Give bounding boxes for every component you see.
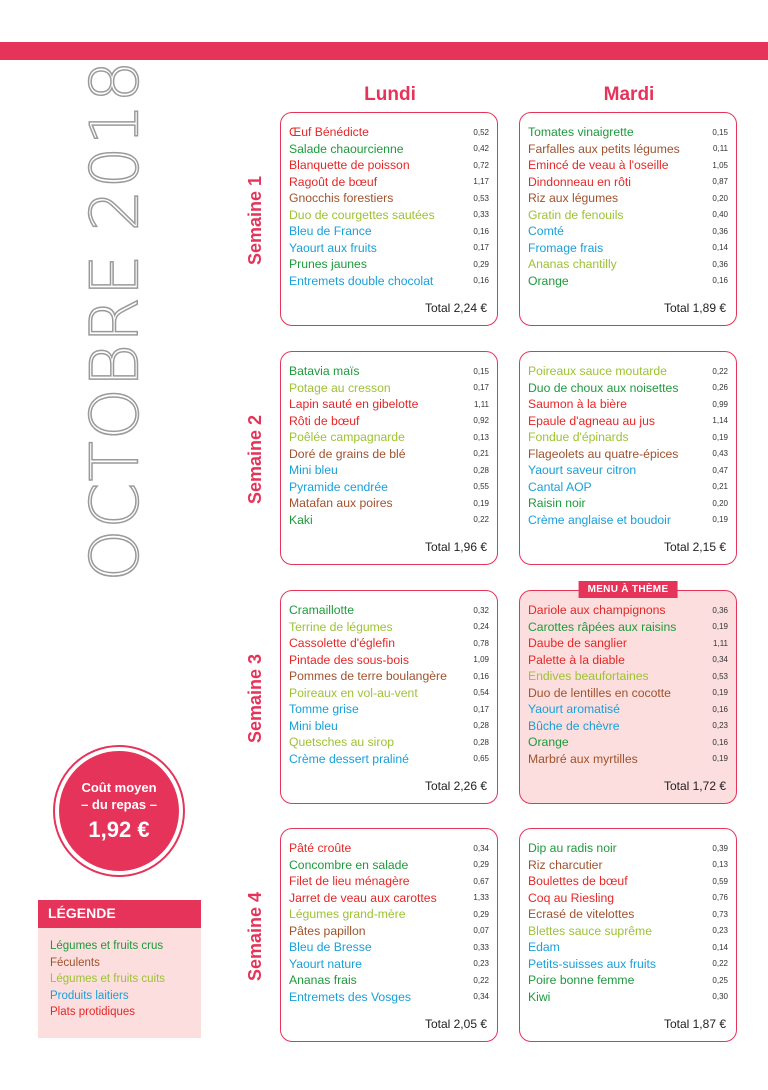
menu-item-name: Yaourt aux fruits (289, 240, 377, 255)
menu-item (289, 840, 489, 857)
menu-item-name: Terrine de légumes (289, 619, 393, 634)
menu-item (289, 906, 489, 923)
menu-item (289, 685, 489, 702)
menu-item-price: 0,76 (712, 893, 728, 903)
legend-item: Produits laitiers (50, 989, 129, 1002)
menu-item-name: Riz charcutier (528, 857, 603, 872)
menu-item-price: 0,21 (473, 449, 489, 459)
menu-item-name: Carottes râpées aux raisins (528, 619, 677, 634)
menu-item-price: 0,43 (712, 449, 728, 459)
menu-item-price: 0,42 (473, 144, 489, 154)
menu-item-name: Pintade des sous-bois (289, 652, 409, 667)
menu-item-name: Emincé de veau à l'oseille (528, 158, 669, 173)
menu-item-name: Edam (528, 940, 560, 955)
menu-item-price: 0,59 (712, 876, 728, 886)
menu-item (528, 989, 728, 1006)
menu-item (528, 429, 728, 446)
legend-title: LÉGENDE (38, 900, 201, 928)
menu-item-price: 0,28 (473, 465, 489, 475)
menu-item-price: 0,16 (712, 704, 728, 714)
menu-item (528, 413, 728, 430)
menu-item-price: 0,16 (473, 671, 489, 681)
menu-item-price: 0,36 (712, 259, 728, 269)
menu-item-name: Potage au cresson (289, 380, 391, 395)
menu-item-price: 0,33 (473, 210, 489, 220)
menu-card-lundi (280, 828, 498, 1042)
menu-item (289, 207, 489, 224)
menu-item-name: Poire bonne femme (528, 973, 635, 988)
menu-item-name: Légumes grand-mère (289, 907, 406, 922)
menu-total: Total 2,24 € (424, 301, 487, 315)
menu-item (289, 602, 489, 619)
menu-item (528, 890, 728, 907)
menu-item-name: Raisin noir (528, 496, 586, 511)
menu-item (289, 240, 489, 257)
menu-item-name: Marbré aux myrtilles (528, 751, 638, 766)
menu-item-price: 0,36 (712, 605, 728, 615)
menu-item (528, 240, 728, 257)
menu-item (528, 751, 728, 768)
menu-item-name: Yaourt nature (289, 956, 362, 971)
menu-item (528, 396, 728, 413)
menu-item-price: 0,29 (473, 860, 489, 870)
menu-item-price: 0,22 (473, 515, 489, 525)
menu-item-price: 1,09 (473, 655, 489, 665)
menu-item (289, 873, 489, 890)
menu-item (528, 446, 728, 463)
top-banner-bar (0, 42, 768, 60)
week-label-text: Semaine 4 (245, 891, 266, 981)
menu-item (528, 972, 728, 989)
menu-item-price: 0,16 (473, 276, 489, 286)
menu-item (289, 223, 489, 240)
menu-item-price: 0,65 (473, 754, 489, 764)
legend-item: Féculents (50, 956, 100, 969)
menu-item-price: 0,52 (473, 127, 489, 137)
menu-item-name: Prunes jaunes (289, 257, 367, 272)
menu-total: Total 2,26 € (424, 779, 487, 793)
menu-item (289, 363, 489, 380)
menu-item-price: 0,47 (712, 465, 728, 475)
menu-card-mardi (519, 351, 737, 565)
month-title-text: OCTOBRE 2018 (76, 58, 154, 582)
menu-item (289, 479, 489, 496)
menu-item-price: 0,29 (473, 259, 489, 269)
menu-item-name: Pâtes papillon (289, 923, 366, 938)
menu-item (528, 157, 728, 174)
menu-item-price: 0,22 (712, 959, 728, 969)
menu-item (289, 141, 489, 158)
menu-item-price: 0,19 (473, 498, 489, 508)
menu-item (289, 668, 489, 685)
week-label (232, 588, 280, 808)
menu-item (289, 718, 489, 735)
menu-item-name: Gratin de fenouils (528, 207, 624, 222)
menu-item-name: Lapin sauté en gibelotte (289, 397, 419, 412)
menu-item (528, 685, 728, 702)
menu-item (528, 363, 728, 380)
menu-item (528, 906, 728, 923)
menu-item-price: 0,17 (473, 704, 489, 714)
menu-item-name: Gnocchis forestiers (289, 191, 394, 206)
menu-item-price: 0,73 (712, 909, 728, 919)
menu-item-name: Batavia maïs (289, 364, 360, 379)
menu-item (528, 273, 728, 290)
menu-item (528, 380, 728, 397)
menu-item (289, 512, 489, 529)
menu-item-price: 0,34 (712, 655, 728, 665)
menu-item-name: Ecrasé de vitelottes (528, 907, 635, 922)
menu-item (289, 462, 489, 479)
menu-item-name: Filet de lieu ménagère (289, 874, 410, 889)
menu-item (528, 512, 728, 529)
day-header-lundi: Lundi (364, 84, 416, 105)
menu-item (289, 429, 489, 446)
menu-item-price: 0,15 (473, 366, 489, 376)
menu-item (528, 635, 728, 652)
menu-item (289, 923, 489, 940)
menu-item-name: Coq au Riesling (528, 890, 615, 905)
menu-item (289, 157, 489, 174)
menu-item (289, 939, 489, 956)
month-title (70, 58, 160, 582)
menu-item-price: 1,11 (713, 638, 728, 648)
menu-item (528, 701, 728, 718)
menu-item-name: Dip au radis noir (528, 841, 617, 856)
menu-item-price: 0,14 (712, 942, 728, 952)
week-label (232, 110, 280, 330)
menu-item-name: Crème anglaise et boudoir (528, 512, 671, 527)
menu-item (289, 380, 489, 397)
menu-total: Total 2,15 € (663, 540, 726, 554)
menu-item-price: 0,20 (712, 498, 728, 508)
menu-item-price: 0,16 (712, 276, 728, 286)
menu-item-price: 0,11 (713, 144, 728, 154)
menu-item-price: 0,22 (712, 366, 728, 376)
menu-item-name: Poireaux en vol-au-vent (289, 685, 418, 700)
menu-item-name: Cassolette d'églefin (289, 636, 395, 651)
menu-card-lundi (280, 351, 498, 565)
menu-item-name: Fondue d'épinards (528, 430, 629, 445)
menu-item-price: 0,19 (712, 754, 728, 764)
average-cost-sublabel: – du repas – (81, 797, 157, 812)
menu-item (528, 840, 728, 857)
menu-item-name: Doré de grains de blé (289, 446, 406, 461)
menu-item-price: 0,17 (473, 243, 489, 253)
average-cost-value: 1,92 € (88, 817, 150, 842)
menu-item-price: 1,33 (473, 893, 489, 903)
menu-item-price: 0,36 (712, 226, 728, 236)
week-label-text: Semaine 3 (245, 653, 266, 743)
menu-item-price: 0,25 (712, 975, 728, 985)
menu-item-price: 0,19 (712, 688, 728, 698)
menu-item-name: Entremets double chocolat (289, 273, 434, 288)
menu-item-name: Farfalles aux petits légumes (528, 141, 680, 156)
menu-item-price: 0,40 (712, 210, 728, 220)
menu-item (528, 223, 728, 240)
menu-item-name: Palette à la diable (528, 652, 625, 667)
menu-item-price: 0,15 (712, 127, 728, 137)
menu-total: Total 1,87 € (663, 1017, 726, 1031)
menu-item-price: 0,16 (712, 737, 728, 747)
menu-item-name: Boulettes de bœuf (528, 874, 628, 889)
week-label (232, 826, 280, 1046)
menu-item (528, 734, 728, 751)
menu-item (528, 619, 728, 636)
menu-item (528, 462, 728, 479)
menu-total: Total 1,72 € (663, 779, 726, 793)
menu-item-price: 0,24 (473, 622, 489, 632)
menu-item (289, 751, 489, 768)
menu-item-price: 0,17 (473, 383, 489, 393)
menu-item-price: 0,19 (712, 622, 728, 632)
menu-item-price: 0,22 (473, 975, 489, 985)
menu-item-price: 1,17 (473, 177, 489, 187)
menu-item-price: 0,14 (712, 243, 728, 253)
menu-item-name: Cantal AOP (528, 479, 592, 494)
menu-item-name: Pommes de terre boulangère (289, 669, 447, 684)
menu-item (289, 190, 489, 207)
menu-item-price: 0,13 (712, 860, 728, 870)
menu-item-price: 0,54 (473, 688, 489, 698)
menu-item-price: 0,23 (473, 959, 489, 969)
menu-item (289, 273, 489, 290)
menu-item-name: Crème dessert praliné (289, 751, 409, 766)
menu-item (528, 602, 728, 619)
menu-item-price: 0,29 (473, 909, 489, 919)
menu-item-name: Salade chaourcienne (289, 141, 404, 156)
menu-item-price: 0,55 (473, 482, 489, 492)
theme-menu-badge: MENU À THÈME (579, 581, 678, 598)
menu-item (528, 141, 728, 158)
menu-item-name: Bleu de France (289, 224, 372, 239)
menu-item-name: Bleu de Bresse (289, 940, 372, 955)
menu-item-price: 1,11 (474, 399, 489, 409)
menu-item (528, 207, 728, 224)
menu-item-name: Orange (528, 273, 569, 288)
menu-card-mardi (519, 584, 737, 804)
menu-item-price: 0,78 (473, 638, 489, 648)
menu-item-price: 0,23 (712, 926, 728, 936)
legend-box (38, 900, 201, 1038)
menu-item (528, 873, 728, 890)
menu-item-name: Mini bleu (289, 718, 338, 733)
menu-item-name: Quetsches au sirop (289, 735, 395, 750)
menu-item-name: Kiwi (528, 989, 551, 1004)
menu-card-lundi (280, 112, 498, 326)
menu-item-price: 0,30 (712, 992, 728, 1002)
menu-item-price: 0,32 (473, 605, 489, 615)
menu-item-price: 0,33 (473, 942, 489, 952)
menu-item-name: Jarret de veau aux carottes (289, 890, 437, 905)
menu-item-name: Tomates vinaigrette (528, 125, 634, 140)
menu-item (289, 956, 489, 973)
menu-item-price: 0,26 (712, 383, 728, 393)
menu-item-name: Poêlée campagnarde (289, 430, 405, 445)
menu-item-name: Daube de sanglier (528, 636, 627, 651)
menu-item-name: Comté (528, 224, 564, 239)
week-label-text: Semaine 1 (245, 175, 266, 265)
menu-item-name: Blanquette de poisson (289, 158, 410, 173)
menu-item (528, 190, 728, 207)
menu-item-name: Œuf Bénédicte (289, 125, 369, 140)
menu-item-price: 0,16 (473, 226, 489, 236)
menu-total: Total 2,05 € (424, 1017, 487, 1031)
menu-item-name: Riz aux légumes (528, 191, 619, 206)
menu-item (528, 652, 728, 669)
menu-item (289, 989, 489, 1006)
menu-item (528, 174, 728, 191)
menu-item-name: Dariole aux champignons (528, 603, 666, 618)
menu-item-name: Flageolets au quatre-épices (528, 446, 679, 461)
menu-item (528, 923, 728, 940)
menu-item (528, 718, 728, 735)
menu-item-name: Mini bleu (289, 463, 338, 478)
menu-item-price: 0,92 (473, 416, 489, 426)
menu-item (289, 446, 489, 463)
menu-item (289, 124, 489, 141)
menu-item-name: Duo de courgettes sautées (289, 207, 435, 222)
menu-item-name: Pâté croûte (289, 841, 352, 856)
menu-item (289, 972, 489, 989)
menu-item-price: 0,87 (712, 177, 728, 187)
menu-item-price: 0,34 (473, 843, 489, 853)
menu-total: Total 1,89 € (663, 301, 726, 315)
menu-item (289, 256, 489, 273)
menu-item-name: Matafan aux poires (289, 496, 393, 511)
menu-item-name: Pyramide cendrée (289, 479, 388, 494)
menu-item-price: 0,99 (712, 399, 728, 409)
menu-item-name: Fromage frais (528, 240, 604, 255)
menu-card-mardi (519, 828, 737, 1042)
menu-item-price: 0,19 (712, 515, 728, 525)
menu-item (528, 857, 728, 874)
menu-item (289, 734, 489, 751)
menu-item-price: 0,07 (473, 926, 489, 936)
menu-item-price: 0,53 (473, 193, 489, 203)
menu-item-price: 1,05 (712, 160, 728, 170)
menu-item-name: Saumon à la bière (528, 397, 627, 412)
menu-item (528, 939, 728, 956)
legend-item: Légumes et fruits cuits (50, 973, 166, 985)
menu-item-name: Kaki (289, 512, 313, 527)
menu-item-name: Petits-suisses aux fruits (528, 956, 657, 971)
menu-item-name: Yaourt saveur citron (528, 463, 637, 478)
menu-item-name: Dindonneau en rôti (528, 174, 631, 189)
menu-item (528, 495, 728, 512)
menu-item-price: 0,53 (712, 671, 728, 681)
menu-item-price: 0,20 (712, 193, 728, 203)
menu-item (289, 495, 489, 512)
menu-total: Total 1,96 € (424, 540, 487, 554)
menu-item (289, 652, 489, 669)
menu-item (289, 174, 489, 191)
menu-item (289, 635, 489, 652)
day-header-mardi: Mardi (603, 84, 655, 105)
menu-item-name: Entremets des Vosges (289, 989, 411, 1004)
menu-item-name: Epaule d'agneau au jus (528, 413, 656, 428)
menu-item (289, 413, 489, 430)
menu-item (528, 124, 728, 141)
menu-item-price: 0,28 (473, 737, 489, 747)
legend-item: Légumes et fruits crus (50, 940, 164, 952)
legend-items (38, 928, 201, 1021)
menu-item-name: Tomme grise (289, 702, 359, 717)
menu-item-price: 1,14 (712, 416, 728, 426)
menu-item-name: Ananas frais (289, 973, 357, 988)
menu-item (528, 668, 728, 685)
menu-item-price: 0,13 (473, 432, 489, 442)
menu-item-name: Bûche de chèvre (528, 718, 620, 733)
week-label (232, 349, 280, 569)
average-cost-badge (55, 747, 183, 875)
menu-item-price: 0,39 (712, 843, 728, 853)
menu-item-price: 0,67 (473, 876, 489, 886)
menu-item (289, 619, 489, 636)
menu-item-name: Duo de choux aux noisettes (528, 380, 679, 395)
menu-item-price: 0,72 (473, 160, 489, 170)
menu-item (289, 396, 489, 413)
menu-item-name: Rôti de bœuf (289, 413, 360, 428)
menu-item-name: Ragoût de bœuf (289, 174, 378, 189)
menu-item-name: Concombre en salade (289, 857, 409, 872)
menu-item (289, 857, 489, 874)
menu-item-name: Orange (528, 735, 569, 750)
menu-item (528, 256, 728, 273)
menu-item-price: 0,23 (712, 721, 728, 731)
menu-item-name: Poireaux sauce moutarde (528, 364, 667, 379)
average-cost-label: Coût moyen (81, 780, 157, 795)
menu-item-name: Blettes sauce suprême (528, 923, 652, 938)
menu-item-name: Endives beaufortaines (528, 669, 649, 684)
menu-item-price: 0,19 (712, 432, 728, 442)
menu-item-price: 0,34 (473, 992, 489, 1002)
menu-item (289, 701, 489, 718)
menu-item (289, 890, 489, 907)
menu-item-name: Duo de lentilles en cocotte (528, 685, 671, 700)
menu-card-mardi (519, 112, 737, 326)
menu-item-name: Cramaillotte (289, 603, 355, 618)
menu-item-price: 0,28 (473, 721, 489, 731)
menu-item (528, 956, 728, 973)
menu-item-name: Yaourt aromatisé (528, 702, 620, 717)
legend-item: Plats protidiques (50, 1006, 136, 1018)
menu-item (528, 479, 728, 496)
menu-card-lundi (280, 590, 498, 804)
menu-item-name: Ananas chantilly (528, 257, 617, 272)
menu-item-price: 0,21 (712, 482, 728, 492)
week-label-text: Semaine 2 (245, 414, 266, 504)
